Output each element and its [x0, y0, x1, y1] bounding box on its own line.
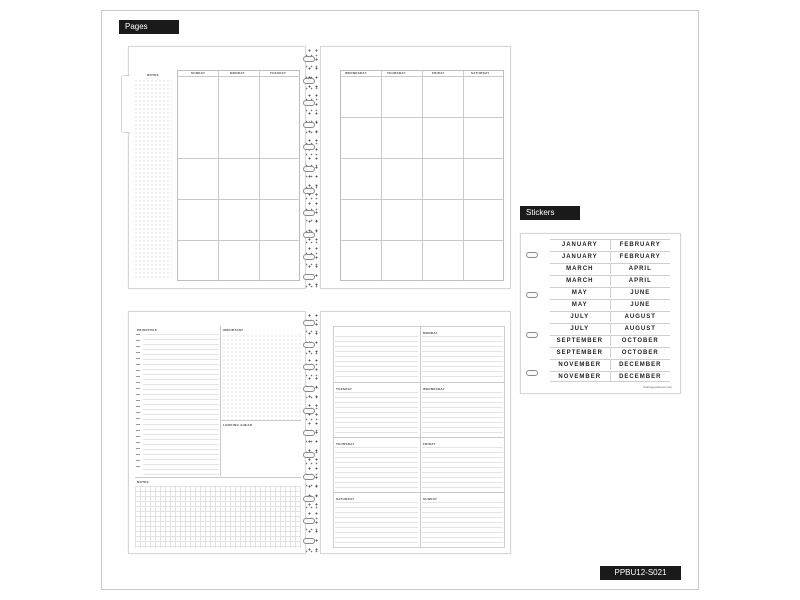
- sticker-month: MARCH: [566, 278, 594, 284]
- sticker-month: FEBRUARY: [610, 252, 671, 262]
- sticker-month: OCTOBER: [610, 348, 671, 358]
- disc-ring: [303, 342, 315, 348]
- priorities-lines: [143, 334, 219, 475]
- disc-ring: [303, 430, 315, 436]
- weekly-right-page: [320, 311, 511, 554]
- day-header-monday: MONDAY: [230, 71, 245, 75]
- disc-ring: [303, 144, 315, 150]
- notes-square-grid: [135, 486, 301, 548]
- disc-ring: [303, 78, 315, 84]
- weekday-monday: MONDAY: [423, 331, 438, 335]
- disc-ring: [303, 254, 315, 260]
- stickers-label: Stickers: [520, 206, 580, 220]
- sticker-sheet: [520, 233, 681, 394]
- sticker-month: JULY: [570, 314, 590, 320]
- weekday-sunday: SUNDAY: [423, 497, 438, 501]
- important-dot-grid: [222, 334, 301, 420]
- page-tab: [121, 75, 130, 133]
- weekday-wednesday: WEDNESDAY: [423, 387, 445, 391]
- disc-ring: [303, 474, 315, 480]
- disc-ring: [303, 364, 315, 370]
- notes-dot-grid: [134, 79, 172, 279]
- day-header-friday: FRIDAY: [432, 71, 445, 75]
- sticker-month: OCTOBER: [610, 336, 671, 346]
- pages-label: Pages: [119, 20, 179, 34]
- sticker-month: MAY: [571, 302, 588, 308]
- sticker-row: [550, 263, 670, 274]
- disc-ring: [526, 332, 538, 338]
- sticker-month: JANUARY: [561, 242, 598, 248]
- sticker-month: JUNE: [610, 288, 671, 298]
- priorities-checklist: [136, 334, 140, 472]
- sticker-month: APRIL: [610, 276, 671, 286]
- sticker-row: [550, 335, 670, 346]
- sticker-row: [550, 275, 670, 286]
- disc-ring: [526, 370, 538, 376]
- sticker-row: [550, 323, 670, 334]
- disc-ring: [303, 386, 315, 392]
- sticker-month: SEPTEMBER: [556, 350, 603, 356]
- sticker-month: AUGUST: [610, 312, 671, 322]
- weekday-tuesday: TUESDAY: [336, 387, 353, 391]
- sticker-month: SEPTEMBER: [556, 338, 603, 344]
- sku-label: PPBU12-S021: [600, 566, 681, 580]
- monthly-left-page: [128, 46, 306, 289]
- day-header-saturday: SATURDAY: [471, 71, 490, 75]
- sticker-month: NOVEMBER: [558, 374, 602, 380]
- day-header-wednesday: WEDNESDAY: [345, 71, 367, 75]
- sticker-row: [550, 359, 670, 370]
- priorities-header: PRIORITIES: [137, 328, 158, 332]
- sticker-month: DECEMBER: [610, 360, 671, 370]
- sticker-row: [550, 347, 670, 358]
- disc-ring: [303, 188, 315, 194]
- sticker-month: JULY: [570, 326, 590, 332]
- sticker-footer: thehappyplanner.com: [643, 385, 672, 389]
- sticker-month: JUNE: [610, 300, 671, 310]
- day-header-sunday: SUNDAY: [191, 71, 206, 75]
- disc-ring: [303, 408, 315, 414]
- weekly-left-page: [128, 311, 306, 554]
- weekday-saturday: SATURDAY: [336, 497, 355, 501]
- sticker-row: [550, 299, 670, 310]
- weekday-friday: FRIDAY: [423, 442, 436, 446]
- notes-header: NOTES: [147, 73, 159, 77]
- disc-ring: [303, 166, 315, 172]
- sticker-month: DECEMBER: [610, 372, 671, 381]
- looking-ahead-header: LOOKING AHEAD: [223, 423, 253, 427]
- disc-ring: [303, 518, 315, 524]
- disc-ring: [303, 274, 315, 280]
- sticker-row: [550, 371, 670, 382]
- sticker-month: NOVEMBER: [558, 362, 602, 368]
- notes-header-weekly: NOTES: [137, 480, 149, 484]
- sticker-month: MAY: [571, 290, 588, 296]
- disc-ring: [303, 210, 315, 216]
- sticker-row: [550, 287, 670, 298]
- sticker-row: [550, 239, 670, 250]
- day-header-tuesday: TUESDAY: [270, 71, 287, 75]
- disc-ring: [303, 320, 315, 326]
- sticker-month: FEBRUARY: [610, 240, 671, 250]
- disc-ring: [303, 496, 315, 502]
- sticker-month: APRIL: [610, 264, 671, 274]
- weekday-thursday: THURSDAY: [336, 442, 355, 446]
- sticker-row: [550, 311, 670, 322]
- disc-ring: [303, 232, 315, 238]
- disc-ring: [526, 252, 538, 258]
- sticker-month: JANUARY: [561, 254, 598, 260]
- disc-ring: [303, 56, 315, 62]
- monthly-right-page: [320, 46, 511, 289]
- disc-ring: [303, 452, 315, 458]
- disc-ring: [526, 292, 538, 298]
- day-header-thursday: THURSDAY: [387, 71, 406, 75]
- sticker-month: AUGUST: [610, 324, 671, 334]
- disc-ring: [303, 122, 315, 128]
- sticker-row: [550, 251, 670, 262]
- sticker-month: MARCH: [566, 266, 594, 272]
- disc-ring: [303, 100, 315, 106]
- disc-ring: [303, 538, 315, 544]
- important-header: IMPORTANT: [223, 328, 244, 332]
- monthly-grid-left: [177, 70, 300, 281]
